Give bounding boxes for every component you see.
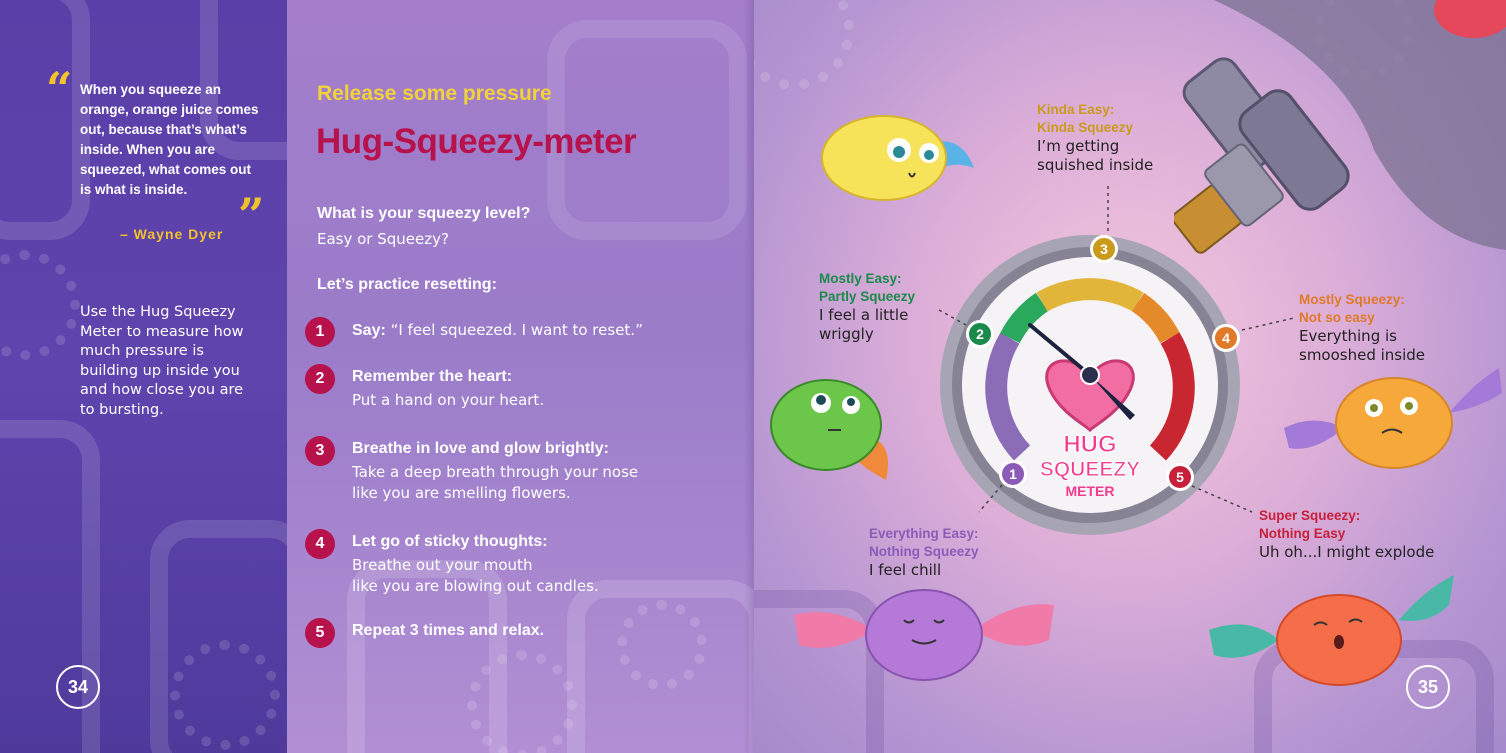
left-page (287, 0, 754, 753)
meter-word-hug: HUG (1063, 431, 1117, 458)
sidebar-body-text: Use the Hug Squeezy Meter to measure how much pressure is building up inside you and how close you are to bursting. (80, 304, 244, 418)
step-item (305, 364, 735, 416)
step-item (305, 529, 735, 603)
level-5-feeling: Uh oh...I might explode (1259, 543, 1435, 561)
level-1-subtitle: Nothing Squeezy (869, 544, 979, 559)
page-number-left: 34 (56, 665, 100, 709)
level-4-label (1299, 291, 1425, 364)
step-heading: Remember the heart: (352, 368, 513, 385)
step-description: Take a deep breath through your nose (352, 463, 639, 481)
section-kicker: Release some pressure (317, 82, 552, 105)
level-marker-3: 3 (1090, 235, 1118, 263)
purple-creature-illustration (794, 585, 1054, 695)
close-quote-icon: ” (238, 188, 265, 242)
level-1-label (869, 525, 979, 580)
quote-sidebar (0, 0, 287, 753)
practice-heading: Let’s practice resetting: (317, 276, 497, 293)
step-text (352, 321, 643, 340)
meter-word-meter: METER (1065, 483, 1115, 499)
step-description: like you are blowing out candles. (352, 577, 599, 595)
step-heading: Let go of sticky thoughts: (352, 533, 548, 550)
level-2-label (819, 270, 915, 343)
meter-word-squeezy: SQUEEZY (1039, 458, 1141, 481)
level-2-feeling: wriggly (819, 324, 874, 343)
step-description: Breathe out your mouth (352, 556, 533, 574)
squeezy-question-sub: Easy or Squeezy? (317, 230, 449, 248)
level-marker-1: 1 (999, 460, 1027, 488)
level-3-label (1037, 101, 1153, 174)
level-3-subtitle: Kinda Squeezy (1037, 120, 1134, 135)
right-page (754, 0, 1506, 753)
step-heading: Say: (352, 322, 386, 339)
step-number: 2 (305, 364, 335, 394)
step-number: 5 (305, 618, 335, 648)
step-item (305, 317, 735, 349)
level-marker-4: 4 (1212, 324, 1240, 352)
level-2-feeling: I feel a little (819, 306, 909, 324)
level-4-feeling: smooshed inside (1299, 345, 1426, 364)
level-4-feeling: Everything is (1299, 327, 1397, 345)
level-3-feeling: I’m getting (1037, 137, 1120, 155)
green-creature-illustration (766, 375, 916, 485)
level-4-subtitle: Not so easy (1299, 310, 1375, 325)
quote-text: When you squeeze an orange, orange juice comes out, because that’s what’s inside. When you are squeezed, what comes out is what is inside. (80, 82, 259, 197)
level-2-title: Mostly Easy: (819, 271, 902, 286)
step-number: 4 (305, 529, 335, 559)
step-description: like you are smelling flowers. (352, 484, 571, 502)
level-1-feeling: I feel chill (869, 561, 942, 579)
quote-author: – Wayne Dyer (120, 226, 224, 242)
step-number: 3 (305, 436, 335, 466)
level-marker-2: 2 (966, 320, 994, 348)
level-5-subtitle: Nothing Easy (1259, 526, 1346, 541)
level-1-title: Everything Easy: (869, 526, 979, 541)
gear-decoration (467, 650, 577, 753)
level-3-title: Kinda Easy: (1037, 102, 1115, 117)
squeezy-question: What is your squeezy level? (317, 205, 531, 222)
pipe-decoration (0, 0, 90, 240)
level-5-title: Super Squeezy: (1259, 508, 1361, 523)
gear-decoration (170, 640, 280, 750)
level-marker-5: 5 (1166, 463, 1194, 491)
step-heading: Repeat 3 times and relax. (352, 622, 545, 639)
page-title: Hug-Squeezy-meter (316, 122, 637, 161)
step-heading: Breathe in love and glow brightly: (352, 440, 609, 457)
level-2-subtitle: Partly Squeezy (819, 289, 916, 304)
open-quote-icon: “ (46, 62, 73, 116)
gear-decoration (0, 250, 80, 360)
step-item (305, 436, 735, 510)
level-4-title: Mostly Squeezy: (1299, 292, 1405, 307)
page-number-right: 35 (1406, 665, 1450, 709)
level-5-label (1259, 507, 1434, 562)
level-3-feeling: squished inside (1037, 155, 1154, 174)
yellow-creature-illustration (809, 108, 979, 208)
step-number: 1 (305, 317, 335, 347)
orange-creature-illustration (1284, 368, 1504, 478)
step-quote: “I feel squeezed. I want to reset.” (390, 321, 643, 339)
step-item (305, 618, 735, 650)
step-description: Put a hand on your heart. (352, 391, 545, 409)
